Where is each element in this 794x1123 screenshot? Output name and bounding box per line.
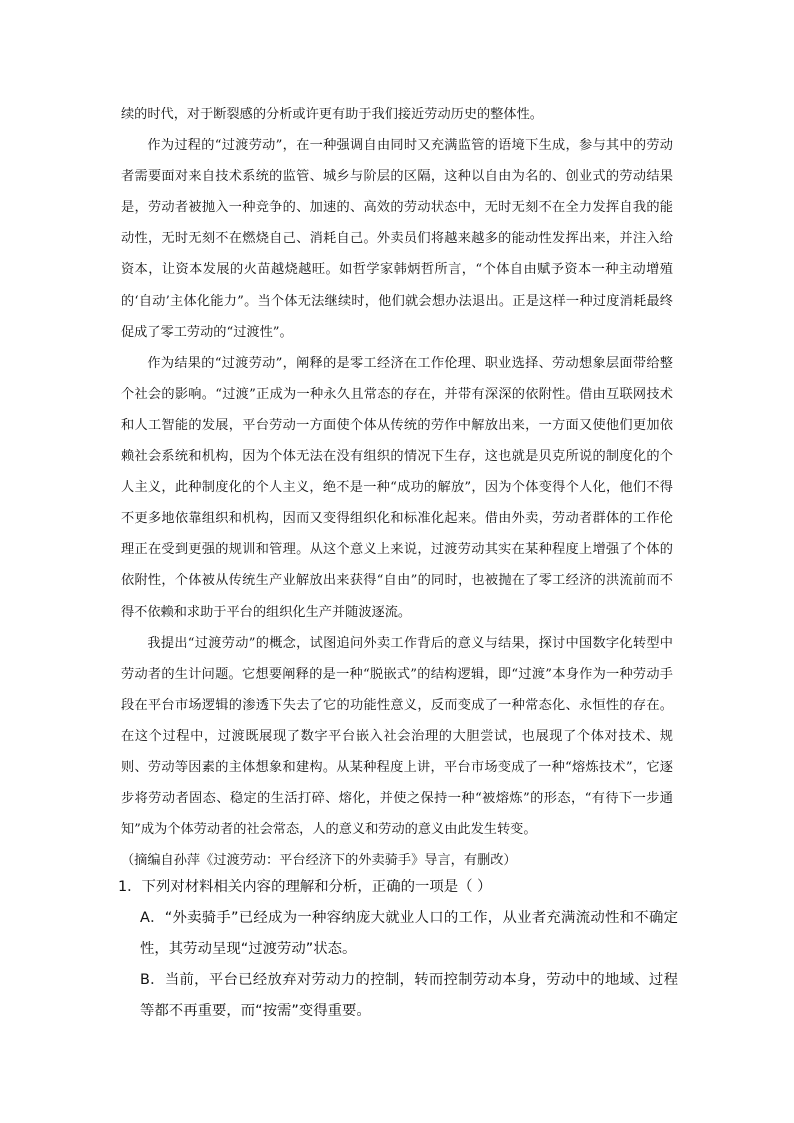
- reading-passage: [121, 99, 673, 876]
- option-a[interactable]: A．“外卖骑手”已经成为一种容纳庞大就业人口的工作，从业者充满流动性和不确定性，其劳动呈现“过渡劳动”状态。: [140, 910, 678, 957]
- option-b[interactable]: B．当前，平台已经放弃对劳动力的控制，转而控制劳动本身，劳动中的地域、过程等都不再重要，而“按需”变得重要。: [140, 972, 678, 1019]
- passage-source-citation: （摘编自孙萍《过渡劳动：平台经济下的外卖骑手》导言，有删改）: [121, 853, 517, 869]
- passage-paragraph-continued: 续的时代，对于断裂感的分析或许更有助于我们接近劳动历史的整体性。: [121, 107, 543, 122]
- passage-paragraph-result: 作为结果的“过渡劳动”，阐释的是零工经济在工作伦理、职业选择、劳动想象层面带给整个社会的影响。“过渡”正成为一种永久且常态的存在，并带有深深的依附性。借由互联网技术和人工智能的发展，平台劳动一方面使个体从传统的劳作中解放出来，一方面又使他们更加依赖社会系统和机构，因为个体无法在没有组织的情况下生存，这也就是贝克所说的制度化的个人主义，此种制度化的个人主义，绝不是一种“成功的解放”，因为个体变得个人化，他们不得不更多地依靠组织和机构，因而又变得组织化和标准化起来。借由外卖，劳动者群体的工作伦理正在受到更强的规训和管理。从这个意义上来说，过渡劳动其实在某种程度上增强了个体的依附性，个体被从传统生产业解放出来获得“自由”的同时，也被抛在了零工经济的洪流前而不得不依赖和求助于平台的组织化生产并随波逐流。: [121, 355, 673, 620]
- passage-paragraph-concept: 我提出“过渡劳动”的概念，试图追问外卖工作背后的意义与结果，探讨中国数字化转型中劳动者的生计问题。它想要阐释的是一种“脱嵌式”的结构逻辑，即“过渡”本身作为一种劳动手段在平台市场逻辑的渗透下失去了它的功能性意义，反而变成了一种常态化、永恒性的存在。在这个过程中，过渡既展现了数字平台嵌入社会治理的大胆尝试，也展现了个体对技术、规则、劳动等因素的主体想象和建构。从某种程度上讲，平台市场变成了一种“熔炼技术”，它逐步将劳动者固态、稳定的生活打碎、熔化，并使之保持一种“被熔炼”的形态，“有待下一步通知”成为个体劳动者的社会常态，人的意义和劳动的意义由此发生转变。: [121, 635, 673, 838]
- question-block: [118, 872, 678, 1027]
- passage-paragraph-process: 作为过程的“过渡劳动”，在一种强调自由同时又充满监管的语境下生成，参与其中的劳动者需要面对来自技术系统的监管、城乡与阶层的区隔，这种以自由为名的、创业式的劳动结果是，劳动者被抛入一种竞争的、加速的、高效的劳动状态中，无时无刻不在全力发挥自我的能动性，无时无刻不在燃烧自己、消耗自己。外卖员们将越来越多的能动性发挥出来，并注入给资本，让资本发展的火苗越烧越旺。如哲学家韩炳哲所言，“个体自由赋予资本一种主动增殖的‘自动’主体化能力”。当个体无法继续时，他们就会想办法退出。正是这样一种过度消耗最终促成了零工劳动的“过渡性”。: [121, 138, 673, 340]
- question-stem: 1．下列对材料相关内容的理解和分析，正确的一项是（ ）: [118, 879, 492, 895]
